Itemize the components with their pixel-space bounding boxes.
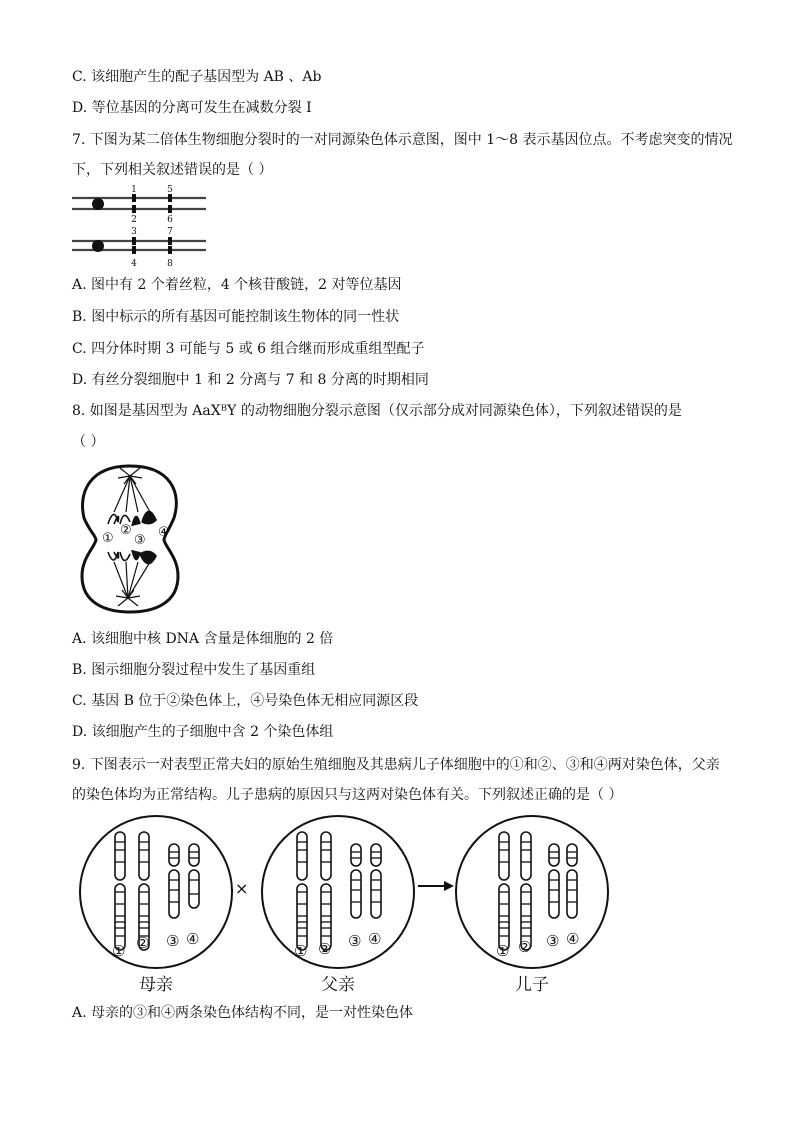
son-label-4: ④: [566, 930, 580, 948]
chromosome-label-2: ②: [120, 523, 132, 538]
father-caption: 父亲: [321, 975, 355, 994]
mother-label-4: ④: [186, 930, 200, 948]
locus-label: 1: [131, 185, 137, 195]
son-caption: 儿子: [515, 975, 549, 994]
question-9-stem: 9. 下图表示一对表型正常夫妇的原始生殖细胞及其患病儿子体细胞中的①和②、③和④两对染色体，父亲: [72, 757, 720, 773]
son-label-3: ③: [546, 932, 560, 950]
cross-symbol: ×: [235, 879, 249, 898]
question-7-stem: 7. 下图为某二倍体生物细胞分裂时的一对同源染色体示意图，图中 1～8 表示基因位点。不考虑突变的情况: [72, 132, 733, 148]
chromosome-label-4: ④: [158, 525, 170, 540]
arrow-icon: [418, 881, 454, 891]
mother-cell: [80, 816, 232, 968]
question-7-stem-cont: 下，下列相关叙述错误的是（ ）: [72, 162, 273, 178]
locus-label: 6: [167, 215, 173, 225]
question-7-option-a: A. 图中有 2 个着丝粒，4 个核苷酸链，2 对等位基因: [72, 277, 402, 293]
mother-label-3: ③: [166, 932, 180, 950]
son-label-1: ①: [496, 942, 510, 960]
question-9-option-a: A. 母亲的③和④两条染色体结构不同，是一对性染色体: [72, 1005, 414, 1021]
question-8-option-a: A. 该细胞中核 DNA 含量是体细胞的 2 倍: [72, 631, 334, 647]
question-8-option-d: D. 该细胞产生的子细胞中含 2 个染色体组: [72, 724, 334, 740]
locus-label: 2: [131, 215, 137, 225]
mother-label-1: ①: [112, 942, 126, 960]
question-7-option-d: D. 有丝分裂细胞中 1 和 2 分离与 7 和 8 分离的时期相同: [72, 372, 429, 388]
chromosome-label-1: ①: [102, 531, 114, 546]
question-8-stem: 8. 如图是基因型为 AaXᴮY 的动物细胞分裂示意图（仅示部分成对同源染色体），下列叙述错误的是: [72, 403, 682, 419]
locus-label: 8: [167, 259, 173, 269]
father-label-2: ②: [318, 940, 332, 958]
question-8-stem-cont: （ ）: [72, 434, 105, 450]
chromosome-cells-figure: [70, 814, 610, 994]
question-9-stem-cont: 的染色体均为正常结构。儿子患病的原因只与这两对染色体有关。下列叙述正确的是（ ）: [72, 787, 623, 803]
centromere-top: [92, 198, 104, 210]
homologous-chromosome-figure: [70, 184, 210, 270]
locus-label: 5: [167, 185, 173, 195]
father-label-1: ①: [294, 942, 308, 960]
question-7-option-b: B. 图中标示的所有基因可能控制该生物体的同一性状: [72, 309, 400, 325]
question-8-option-c: C. 基因 B 位于②染色体上，④号染色体无相应同源区段: [72, 693, 419, 709]
question-7-option-c: C. 四分体时期 3 可能与 5 或 6 组合继而形成重组型配子: [72, 341, 425, 357]
text-line-option-d-q6: D. 等位基因的分离可发生在减数分裂 I: [72, 100, 312, 116]
locus-label: 7: [167, 227, 173, 237]
son-label-2: ②: [518, 938, 532, 956]
father-label-4: ④: [368, 930, 382, 948]
father-cell: [262, 816, 414, 968]
question-8-option-b: B. 图示细胞分裂过程中发生了基因重组: [72, 662, 316, 678]
centromere-bottom: [92, 240, 104, 252]
text-line-option-c-q6: C. 该细胞产生的配子基因型为 AB 、Ab: [72, 69, 322, 85]
locus-label: 4: [131, 259, 137, 269]
cell-division-figure: [74, 462, 186, 614]
father-label-3: ③: [348, 932, 362, 950]
son-cell: [456, 816, 608, 968]
locus-label: 3: [131, 227, 137, 237]
mother-caption: 母亲: [139, 975, 173, 994]
mother-label-2: ②: [136, 934, 150, 952]
chromosome-label-3: ③: [134, 533, 146, 548]
